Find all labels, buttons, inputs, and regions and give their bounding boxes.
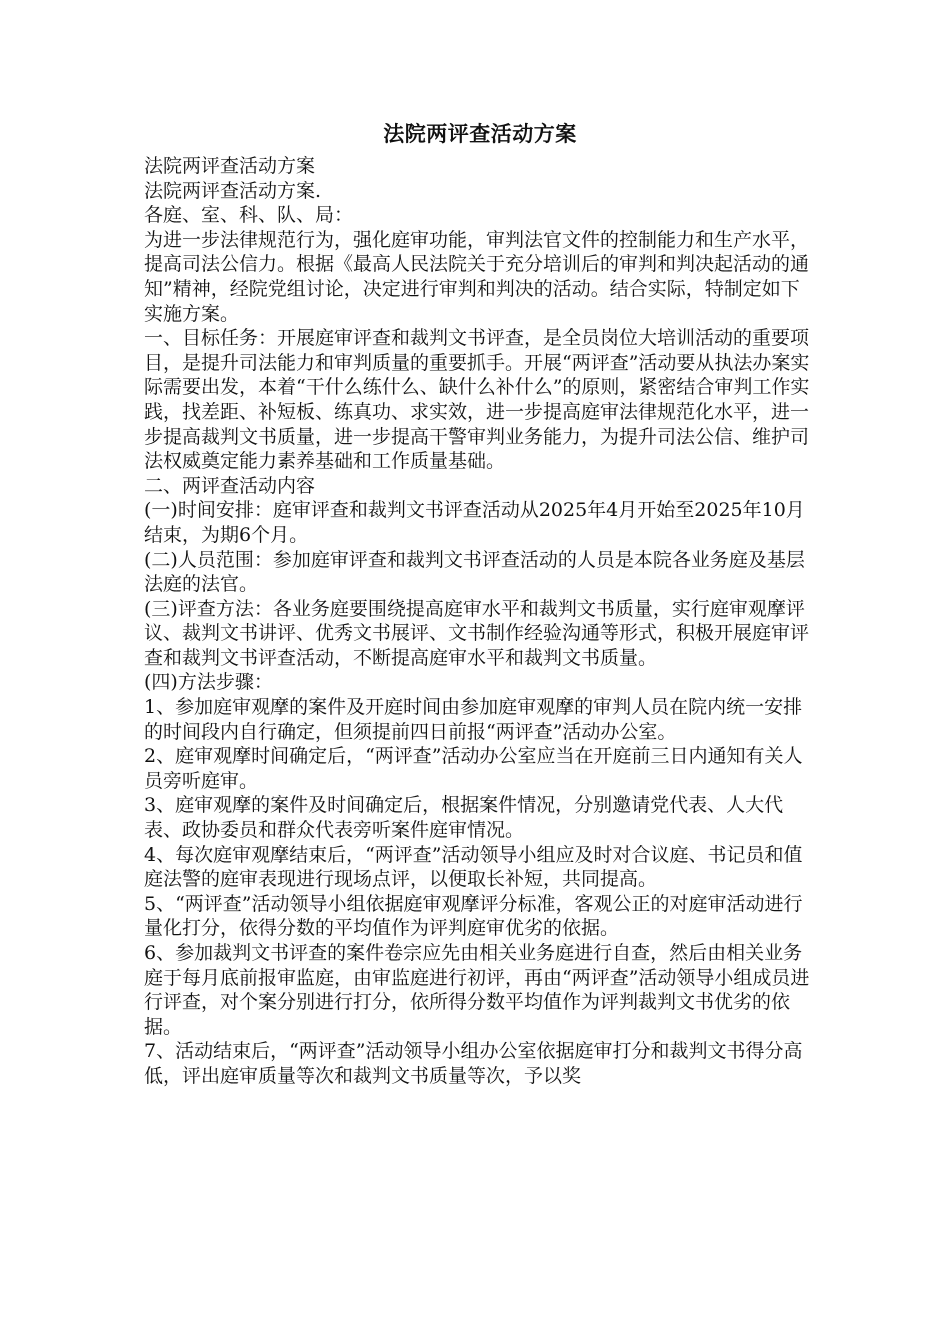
item-schedule: (一)时间安排：庭审评查和裁判文书评查活动从2025年4月开始至2025年10月结束，为期6个月。 xyxy=(144,499,805,546)
step-5: 5、“两评查”活动领导小组依据庭审观摩评分标准，客观公正的对庭审活动进行量化打分，依得分数的平均值作为评判庭审优劣的依据。 xyxy=(144,892,803,940)
section-objectives: 一、目标任务：开展庭审评查和裁判文书评查，是全员岗位大培训活动的重要项目，是提升司法能力和审判质量的重要抓手。开展“两评查”活动要从执法办案实际需要出发，本着“干什么练什么、缺什么补什么”的原则，紧密结合审判工作实践，找差距、补短板、练真功、求实效，进一步提高庭审法律规范化水平，进一步提高裁判文书质量，进一步提高干警审判业务能力，为提升司法公信、维护司法权威奠定能力素养基础和工作质量基础。 xyxy=(144,327,810,473)
section-heading-content: 二、两评查活动内容 xyxy=(144,474,316,497)
item-method: (三)评查方法：各业务庭要围绕提高庭审水平和裁判文书质量，实行庭审观摩评议、裁判文书讲评、优秀文书展评、文书制作经验沟通等形式，积极开展庭审评查和裁判文书评查活动，不断提高庭审水平和裁判文书质量。 xyxy=(144,597,810,669)
step-1: 1、参加庭审观摩的案件及开庭时间由参加庭审观摩的审判人员在院内统一安排的时间段内自行确定，但须提前四日前报“两评查”活动办公室。 xyxy=(144,696,803,743)
paragraph-2: 法院两评查活动方案. xyxy=(144,179,322,202)
document-title: 法院两评查活动方案 xyxy=(383,121,577,146)
item-personnel: (二)人员范围：参加庭审评查和裁判文书评查活动的人员是本院各业务庭及基层法庭的法官。 xyxy=(144,548,805,596)
paragraph-1: 法院两评查活动方案 xyxy=(144,155,316,177)
step-7: 7、活动结束后，“两评查”活动领导小组办公室依据庭审打分和裁判文书得分高低，评出庭审质量等次和裁判文书质量等次，予以奖 xyxy=(144,1040,803,1087)
item-steps-heading: (四)方法步骤： xyxy=(144,671,273,694)
document-page xyxy=(144,118,816,1089)
step-3: 3、庭审观摩的案件及时间确定后，根据案件情况，分别邀请党代表、人大代表、政协委员和群众代表旁听案件庭审情况。 xyxy=(144,794,784,842)
step-4: 4、每次庭审观摩结束后，“两评查”活动领导小组应及时对合议庭、书记员和值庭法警的庭审表现进行现场点评，以便取长补短，共同提高。 xyxy=(144,843,803,891)
salutation: 各庭、室、科、队、局： xyxy=(144,204,354,227)
step-2: 2、庭审观摩时间确定后，“两评查”活动办公室应当在开庭前三日内通知有关人员旁听庭审。 xyxy=(144,745,803,792)
step-6: 6、参加裁判文书评查的案件卷宗应先由相关业务庭进行自查，然后由相关业务庭于每月底前报审监庭，由审监庭进行初评，再由“两评查”活动领导小组成员进行评查，对个案分别进行打分，依所得分数平均值作为评判裁判文书优劣的依据。 xyxy=(144,942,810,1038)
paragraph-intro: 为进一步法律规范行为，强化庭审功能，审判法官文件的控制能力和生产水平，提高司法公信力。根据《最高人民法院关于充分培训后的审判和判决起活动的通知”精神，经院党组讨论，决定进行审判和判决的活动。结合实际，特制定如下实施方案。 xyxy=(144,228,810,325)
